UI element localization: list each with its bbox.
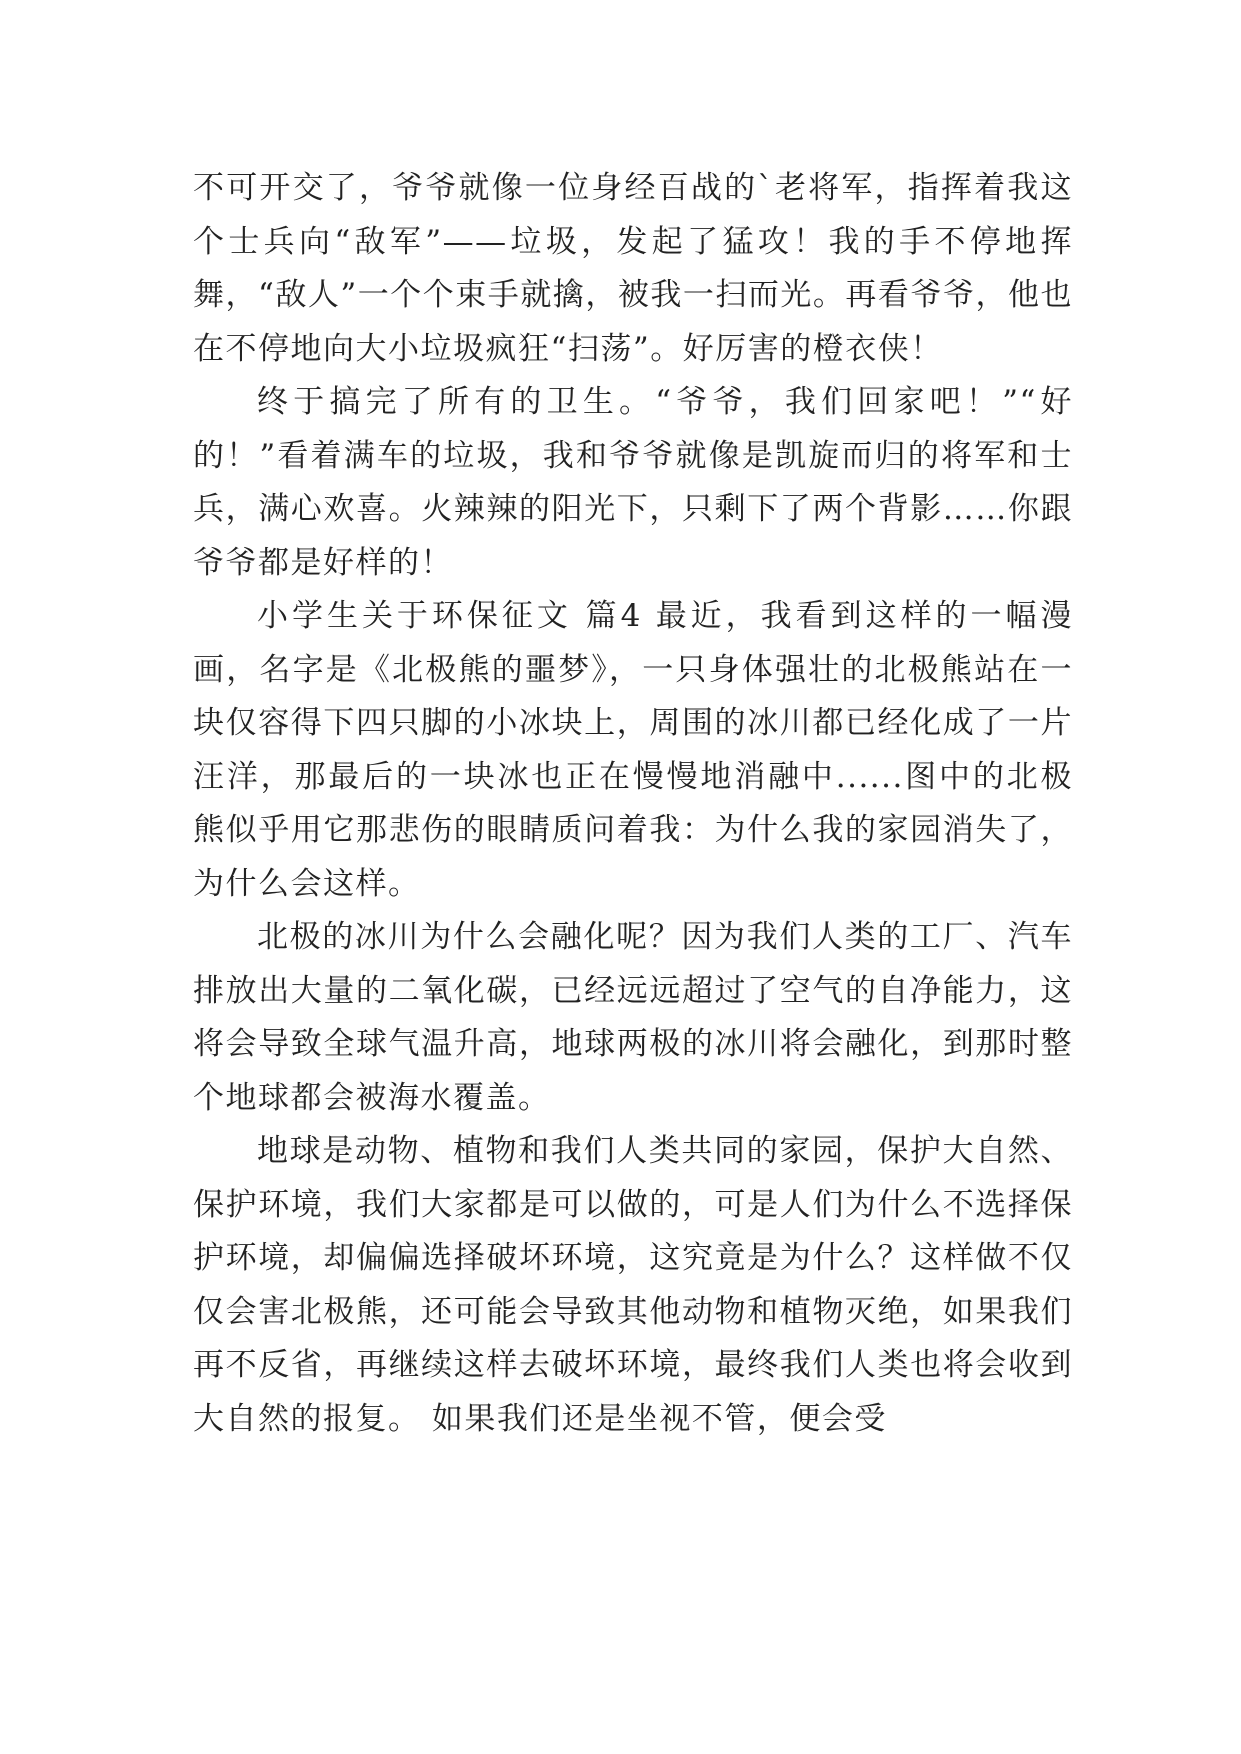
paragraph-3: 小学生关于环保征文 篇4 最近，我看到这样的一幅漫画，名字是《北极熊的噩梦》，一只身体强壮的北极熊站在一块仅容得下四只脚的小冰块上，周围的冰川都已经化成了一片汪洋，那最后的一块冰也正在慢慢地消融中......图中的北极熊似乎用它那悲伤的眼睛质问着我：为什么我的家园消失了，为什么会这样。 xyxy=(193,598,1073,902)
paragraph-2: 终于搞完了所有的卫生。“爷爷，我们回家吧！”“好的！”看着满车的垃圾，我和爷爷就像是凯旋而归的将军和士兵，满心欢喜。火辣辣的阳光下，只剩下了两个背影……你跟爷爷都是好样的！ xyxy=(193,384,1073,581)
paragraph-5: 地球是动物、植物和我们人类共同的家园，保护大自然、保护环境，我们大家都是可以做的，可是人们为什么不选择保护环境，却偏偏选择破坏环境，这究竟是为什么？这样做不仅仅会害北极熊，还可能会导致其他动物和植物灭绝，如果我们再不反省，再继续这样去破坏环境，最终我们人类也将会收到大自然的报复。 如果我们还是坐视不管，便会受 xyxy=(193,1133,1073,1437)
body-text xyxy=(193,162,1073,1446)
paragraph-1: 不可开交了，爷爷就像一位身经百战的`老将军，指挥着我这个士兵向“敌军”——垃圾，发起了猛攻！我的手不停地挥舞，“敌人”一个个束手就擒，被我一扫而光。再看爷爷，他也在不停地向大小垃圾疯狂“扫荡”。好厉害的橙衣侠！ xyxy=(193,170,1073,367)
paragraph-4: 北极的冰川为什么会融化呢？因为我们人类的工厂、汽车排放出大量的二氧化碳，已经远远超过了空气的自净能力，这将会导致全球气温升高，地球两极的冰川将会融化，到那时整个地球都会被海水覆盖。 xyxy=(193,919,1073,1116)
